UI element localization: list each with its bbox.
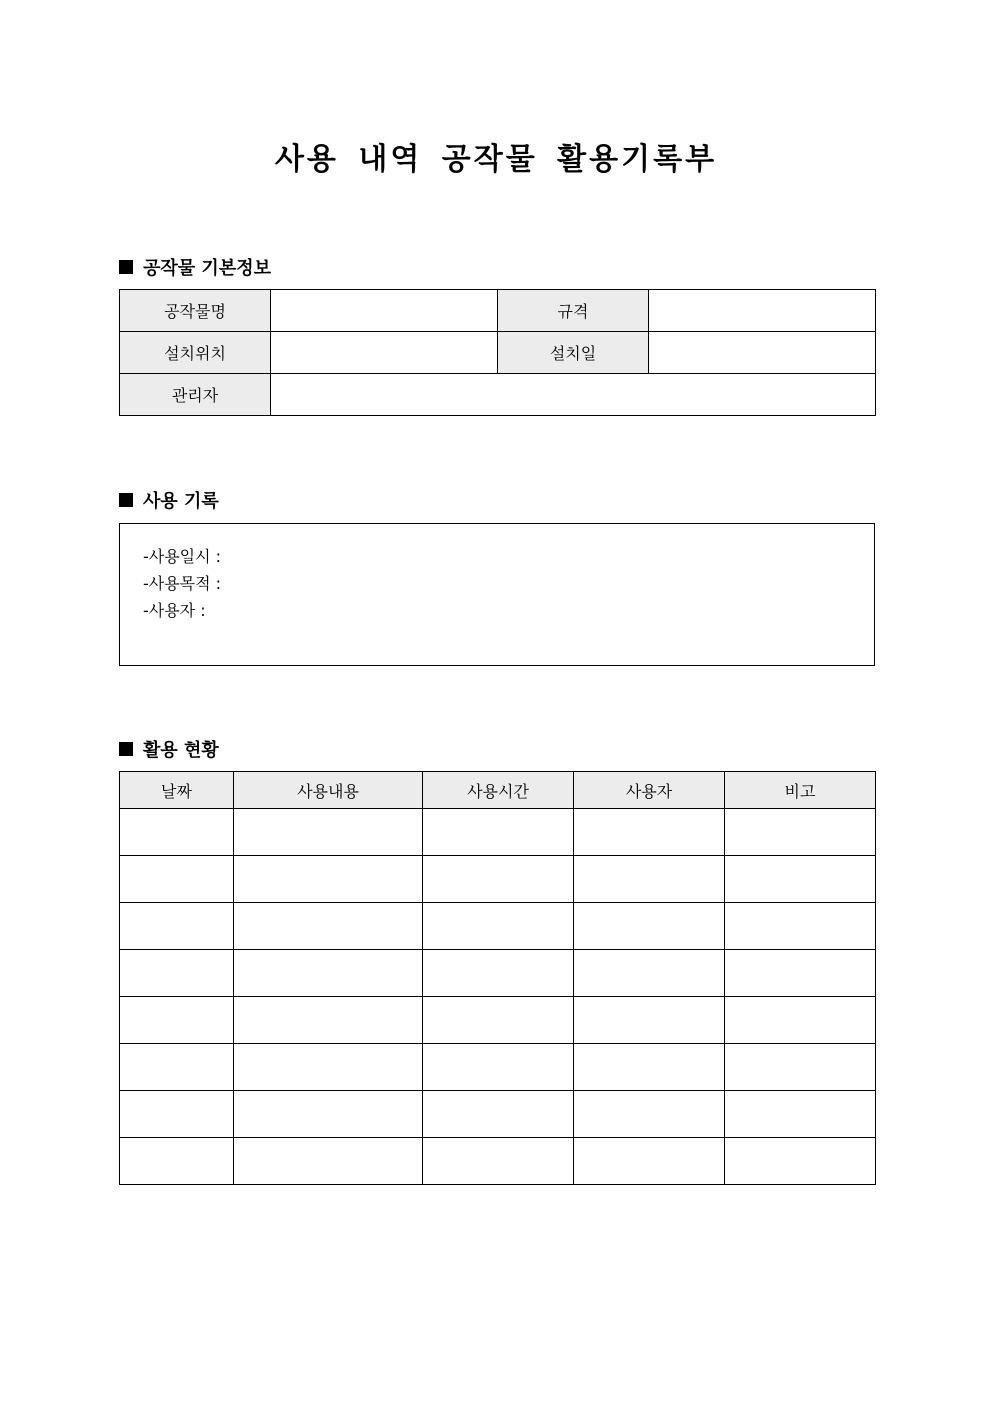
usage-record-heading-text: 사용 기록 [143, 491, 219, 512]
table-row [120, 950, 876, 997]
manager-label: 관리자 [120, 374, 271, 416]
usage-record-box[interactable] [119, 523, 875, 666]
usage-user-label: -사용자 : [143, 601, 206, 620]
time-cell[interactable] [423, 997, 574, 1044]
table-row [120, 1138, 876, 1185]
time-cell[interactable] [423, 1044, 574, 1091]
table-row [120, 1044, 876, 1091]
square-bullet-icon [119, 742, 133, 756]
note-cell[interactable] [725, 997, 876, 1044]
column-header-note: 비고 [725, 772, 876, 809]
date-cell[interactable] [120, 809, 234, 856]
time-cell[interactable] [423, 1091, 574, 1138]
content-cell[interactable] [234, 903, 423, 950]
date-cell[interactable] [120, 856, 234, 903]
column-header-date: 날짜 [120, 772, 234, 809]
note-cell[interactable] [725, 903, 876, 950]
user-cell[interactable] [574, 903, 725, 950]
info-row [120, 332, 876, 374]
install-date-label: 설치일 [498, 332, 649, 374]
date-cell[interactable] [120, 903, 234, 950]
info-row [120, 290, 876, 332]
usage-header-row [120, 772, 876, 809]
user-cell[interactable] [574, 1044, 725, 1091]
time-cell[interactable] [423, 809, 574, 856]
content-cell[interactable] [234, 809, 423, 856]
manager-value-cell[interactable] [271, 374, 876, 416]
square-bullet-icon [119, 260, 133, 274]
name-label: 공작물명 [120, 290, 271, 332]
user-cell[interactable] [574, 809, 725, 856]
user-cell[interactable] [574, 856, 725, 903]
square-bullet-icon [119, 493, 133, 507]
usage-record-lines [120, 524, 874, 624]
table-row [120, 1091, 876, 1138]
content-cell[interactable] [234, 856, 423, 903]
date-cell[interactable] [120, 1044, 234, 1091]
content-cell[interactable] [234, 1091, 423, 1138]
date-cell[interactable] [120, 997, 234, 1044]
date-cell[interactable] [120, 1091, 234, 1138]
column-header-content: 사용내용 [234, 772, 423, 809]
usage-user-line [143, 597, 874, 624]
content-cell[interactable] [234, 950, 423, 997]
note-cell[interactable] [725, 856, 876, 903]
time-cell[interactable] [423, 950, 574, 997]
content-cell[interactable] [234, 1044, 423, 1091]
content-cell[interactable] [234, 1138, 423, 1185]
column-header-time: 사용시간 [423, 772, 574, 809]
spec-value-cell[interactable] [649, 290, 876, 332]
table-row [120, 903, 876, 950]
usage-record-heading [119, 487, 219, 513]
name-value-cell[interactable] [271, 290, 498, 332]
note-cell[interactable] [725, 1138, 876, 1185]
spec-label: 규격 [498, 290, 649, 332]
column-header-user: 사용자 [574, 772, 725, 809]
user-cell[interactable] [574, 1091, 725, 1138]
content-cell[interactable] [234, 997, 423, 1044]
usage-status-heading-text: 활용 현황 [143, 740, 219, 761]
usage-purpose-label: -사용목적 : [143, 574, 222, 593]
date-cell[interactable] [120, 950, 234, 997]
table-row [120, 809, 876, 856]
info-row [120, 374, 876, 416]
usage-status-table [119, 771, 876, 1185]
usage-status-heading [119, 736, 219, 762]
install-date-value-cell[interactable] [649, 332, 876, 374]
usage-datetime-label: -사용일시 : [143, 547, 222, 566]
note-cell[interactable] [725, 950, 876, 997]
table-row [120, 856, 876, 903]
user-cell[interactable] [574, 997, 725, 1044]
location-value-cell[interactable] [271, 332, 498, 374]
page-title: 사용 내역 공작물 활용기록부 [274, 142, 718, 177]
basic-info-table [119, 289, 876, 416]
basic-info-heading-text: 공작물 기본정보 [143, 258, 271, 279]
time-cell[interactable] [423, 1138, 574, 1185]
location-label: 설치위치 [120, 332, 271, 374]
basic-info-heading [119, 254, 271, 280]
note-cell[interactable] [725, 1091, 876, 1138]
note-cell[interactable] [725, 1044, 876, 1091]
time-cell[interactable] [423, 856, 574, 903]
user-cell[interactable] [574, 1138, 725, 1185]
usage-datetime-line [143, 543, 874, 570]
table-row [120, 997, 876, 1044]
usage-purpose-line [143, 570, 874, 597]
date-cell[interactable] [120, 1138, 234, 1185]
note-cell[interactable] [725, 809, 876, 856]
time-cell[interactable] [423, 903, 574, 950]
user-cell[interactable] [574, 950, 725, 997]
